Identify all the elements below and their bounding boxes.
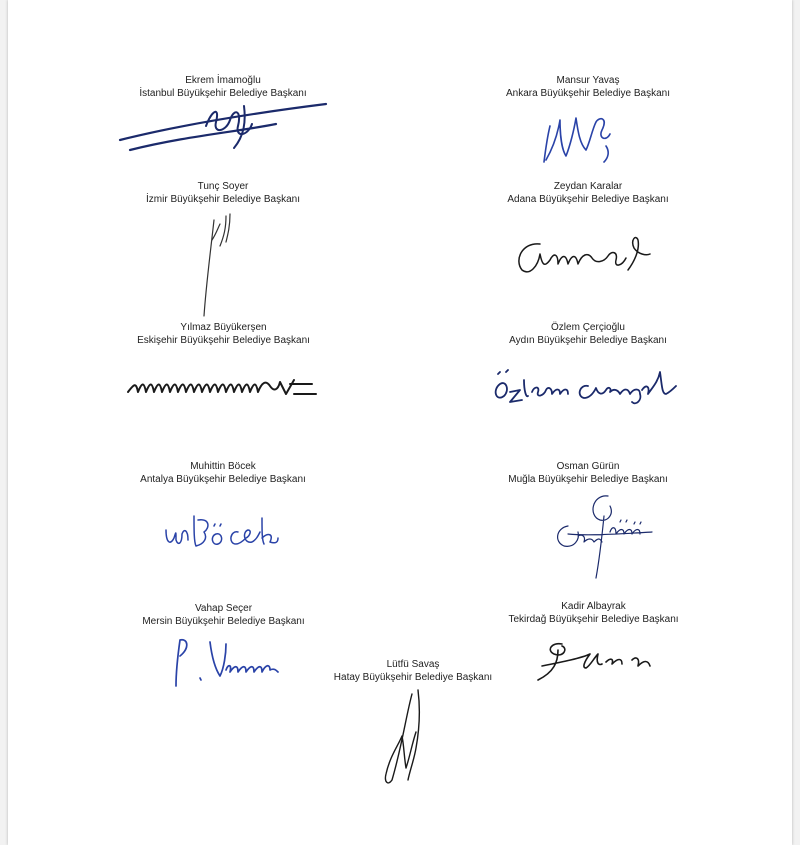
signatory-block (463, 460, 713, 486)
signature-stroke (210, 642, 278, 676)
signature-soyer (190, 206, 240, 322)
signatory-name: Kadir Albayrak (561, 601, 626, 612)
signatory-name: Zeydan Karalar (553, 181, 623, 192)
signature-stroke (120, 104, 326, 140)
signatory-name: Lütfü Savaş (386, 659, 440, 670)
signatory-block (463, 321, 713, 347)
signature-stroke (206, 106, 252, 148)
signatory-title: Adana Büyükşehir Belediye Başkanı (507, 194, 669, 205)
signature-karalar (510, 230, 652, 278)
signatory-name: Ekrem İmamoğlu (185, 75, 261, 86)
signature-imamoglu (116, 96, 336, 158)
signature-stroke (558, 526, 602, 546)
signatory-name: Vahap Seçer (194, 603, 253, 614)
signatory-title: Antalya Büyükşehir Belediye Başkanı (140, 474, 306, 485)
signature-stroke (568, 496, 652, 578)
signatory-block (103, 460, 343, 486)
signatory-name: Mansur Yavaş (556, 75, 620, 86)
signatory-block (476, 600, 711, 626)
signature-gurun (548, 486, 658, 584)
signature-stroke (538, 644, 650, 680)
signature-stroke (166, 516, 278, 546)
document-page (8, 0, 792, 845)
signature-stroke (385, 690, 419, 783)
signatory-title: İzmir Büyükşehir Belediye Başkanı (146, 194, 300, 205)
signatory-block (463, 74, 713, 100)
signatory-title: Tekirdağ Büyükşehir Belediye Başkanı (508, 614, 679, 625)
signature-stroke (204, 214, 230, 316)
signature-buyukersen (126, 372, 318, 402)
signatory-block (293, 658, 533, 684)
signature-stroke (519, 238, 650, 272)
signature-secer (166, 634, 284, 694)
signatory-title: Ankara Büyükşehir Belediye Başkanı (506, 88, 670, 99)
signature-yavas (536, 106, 626, 170)
signatory-name: Muhittin Böcek (190, 461, 256, 472)
signature-stroke (130, 124, 276, 150)
signatory-title: İstanbul Büyükşehir Belediye Başkanı (139, 88, 307, 99)
signatory-name: Yılmaz Büyükerşen (180, 322, 267, 333)
signatory-name: Özlem Çerçioğlu (551, 322, 625, 333)
signatory-name: Tunç Soyer (197, 181, 249, 192)
signature-stroke (496, 370, 568, 402)
signatory-title: Eskişehir Büyükşehir Belediye Başkanı (137, 335, 310, 346)
signature-cercioglu (490, 362, 678, 408)
signatory-block (96, 602, 351, 628)
signatory-name: Osman Gürün (556, 461, 620, 472)
signatory-title: Mersin Büyükşehir Belediye Başkanı (142, 616, 305, 627)
signature-savas (376, 686, 432, 790)
signatory-title: Aydın Büyükşehir Belediye Başkanı (509, 335, 667, 346)
signature-stroke (544, 118, 610, 162)
signature-albayrak (532, 636, 654, 686)
signatory-block (463, 180, 713, 206)
signatory-title: Hatay Büyükşehir Belediye Başkanı (333, 672, 493, 683)
signatory-block (108, 180, 338, 206)
signature-bocek (158, 508, 280, 554)
signature-stroke (176, 640, 201, 686)
signatory-title: Muğla Büyükşehir Belediye Başkanı (508, 474, 668, 485)
signature-stroke (128, 380, 316, 394)
signature-stroke (580, 372, 676, 403)
signatory-block (96, 321, 351, 347)
